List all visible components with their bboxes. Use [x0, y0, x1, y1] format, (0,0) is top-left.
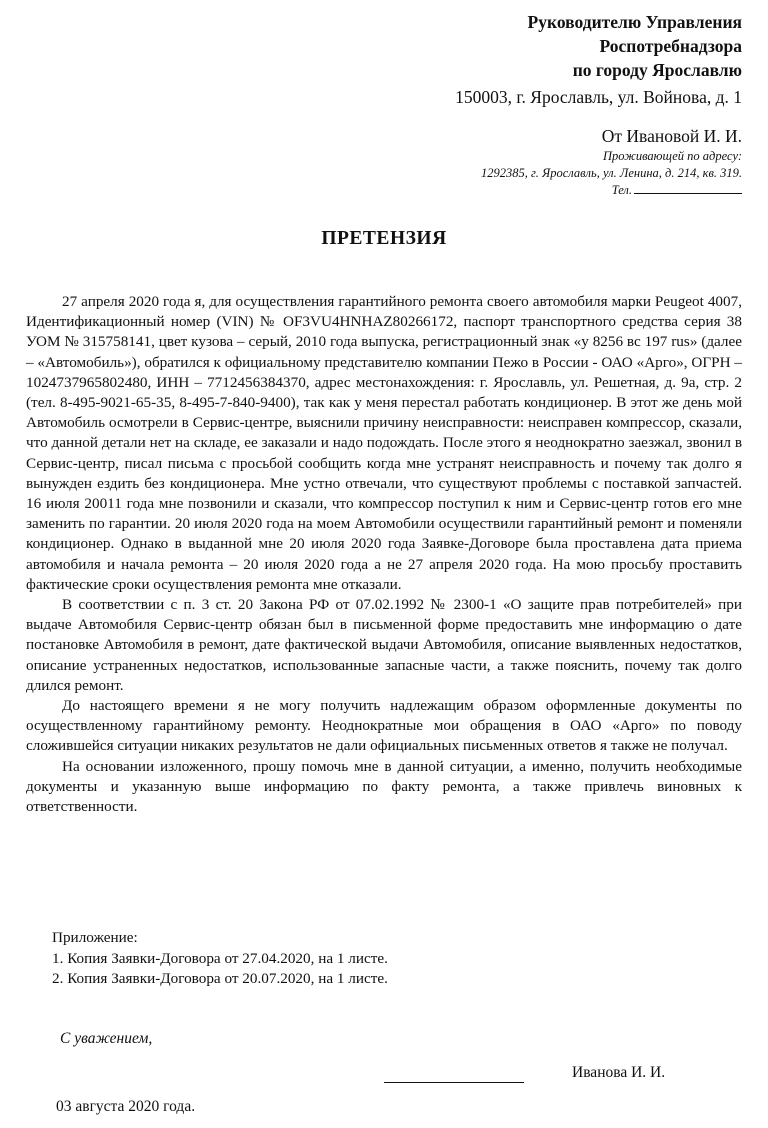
document-date: 03 августа 2020 года.	[56, 1098, 196, 1115]
signature-line	[384, 1082, 524, 1083]
addressee-line-1: Руководителю Управления	[527, 12, 742, 32]
addressee-address: 150003, г. Ярославль, ул. Войнова, д. 1	[455, 87, 742, 107]
body-paragraph: В соответствии с п. 3 ст. 20 Закона РФ от 07.02.1992 № 2300-1 «О защите прав потребителей» при выдаче Автомобиля Сервис-центр обязан был в письменной форме предоставить мне информацию о дате постановке Автомобиля в ремонт, дате фактической выдачи Автомобиля, описание выявленных недостатков, описание устраненных недостатков, использованные запасные части, а также пояснить, почему так долго длился ремонт.	[26, 596, 742, 694]
body-paragraph: На основании изложенного, прошу помочь мне в данной ситуации, а именно, получить необходимые документы и указанную выше информацию по факту ремонта, а также привлечь виновных к ответственности.	[26, 757, 742, 816]
phone-line	[481, 182, 742, 199]
residence-label: Проживающей по адресу:	[602, 149, 742, 163]
body-paragraph: 27 апреля 2020 года я, для осуществления гарантийного ремонта своего автомобиля марки Peugeot 4007, Идентификационный номер (VIN) № OF3VU4HNHAZ80266172, паспорт транспортного средства серия 38 УОМ № 315758141, цвет кузова – серый, 2010 года выпуска, регистрационный знак «у 8256 вс 197 rus» (далее – «Автомобиль»), обратился к официальному представителю компании Пежо в России - ОАО «Арго», ОГРН – 1024737965802480, ИНН – 7712456384370, адрес местонахождения: г. Ярославль, ул. Решетная, д. 9а, стр. 2 (тел. 8-495-9021-65-35, 8-495-7-840-9400), так как у меня перестал работать кондиционер. В этот же день мой Автомобиль осмотрели в Сервис-центре, выяснили причину неисправности: неисправен компрессор, сказали, что данной детали нет на складе, ее заказали и надо подождать. После этого я неоднократно заезжал, звонил в Сервис-центр, писал письма с просьбой сообщить когда мне устранят неисправность и почему так долго я вынужден ездить без кондиционера. Мне устно отвечали, что существуют проблемы с поставкой запчастей. 16 июля 20011 года мне позвонили и сказали, что компрессор поступил к ним и Сервис-центр готов его мне заменить по гарантии. 20 июля 2020 года на моем Автомобили осуществили гарантийный ремонт и поменяли кондиционер. Однако в выданной мне 20 июля 2020 года Заявке-Договоре была проставлена дата приема автомобиля и начала ремонта – 20 июля 2020 года а не 27 апреля 2020 года. На мою просьбу проставить фактические сроки осуществления ремонта мне отказали.	[26, 293, 742, 593]
signature-name: Иванова И. И.	[572, 1064, 666, 1081]
closing-regards: С уважением,	[60, 1030, 153, 1047]
sender-block	[481, 124, 742, 199]
sender-name: От Ивановой И. И.	[601, 126, 742, 146]
phone-blank-line	[634, 182, 742, 194]
document-body	[26, 292, 742, 817]
phone-label: Тел.	[611, 183, 632, 197]
document-title: ПРЕТЕНЗИЯ	[321, 228, 447, 249]
body-paragraph: До настоящего времени я не могу получить надлежащим образом оформленные документы по осуществленному гарантийному ремонту. Неоднократные мои обращения в ОАО «Арго» по поводу сложившейся ситуации никаких результатов не дали официальных письменных ответов я также не получал.	[26, 697, 742, 755]
appendix-item: 2. Копия Заявки-Договора от 20.07.2020, на 1 листе.	[52, 970, 388, 987]
residence-address: 1292385, г. Ярославль, ул. Ленина, д. 214, кв. 319.	[481, 166, 742, 180]
appendix-item: 1. Копия Заявки-Договора от 27.04.2020, на 1 листе.	[52, 949, 388, 967]
appendix-heading: Приложение:	[52, 929, 138, 946]
addressee-line-3: по городу Ярославлю	[572, 60, 742, 80]
appendix-block	[52, 928, 388, 990]
addressee-block	[455, 10, 742, 109]
addressee-line-2: Роспотребнадзора	[599, 36, 742, 56]
